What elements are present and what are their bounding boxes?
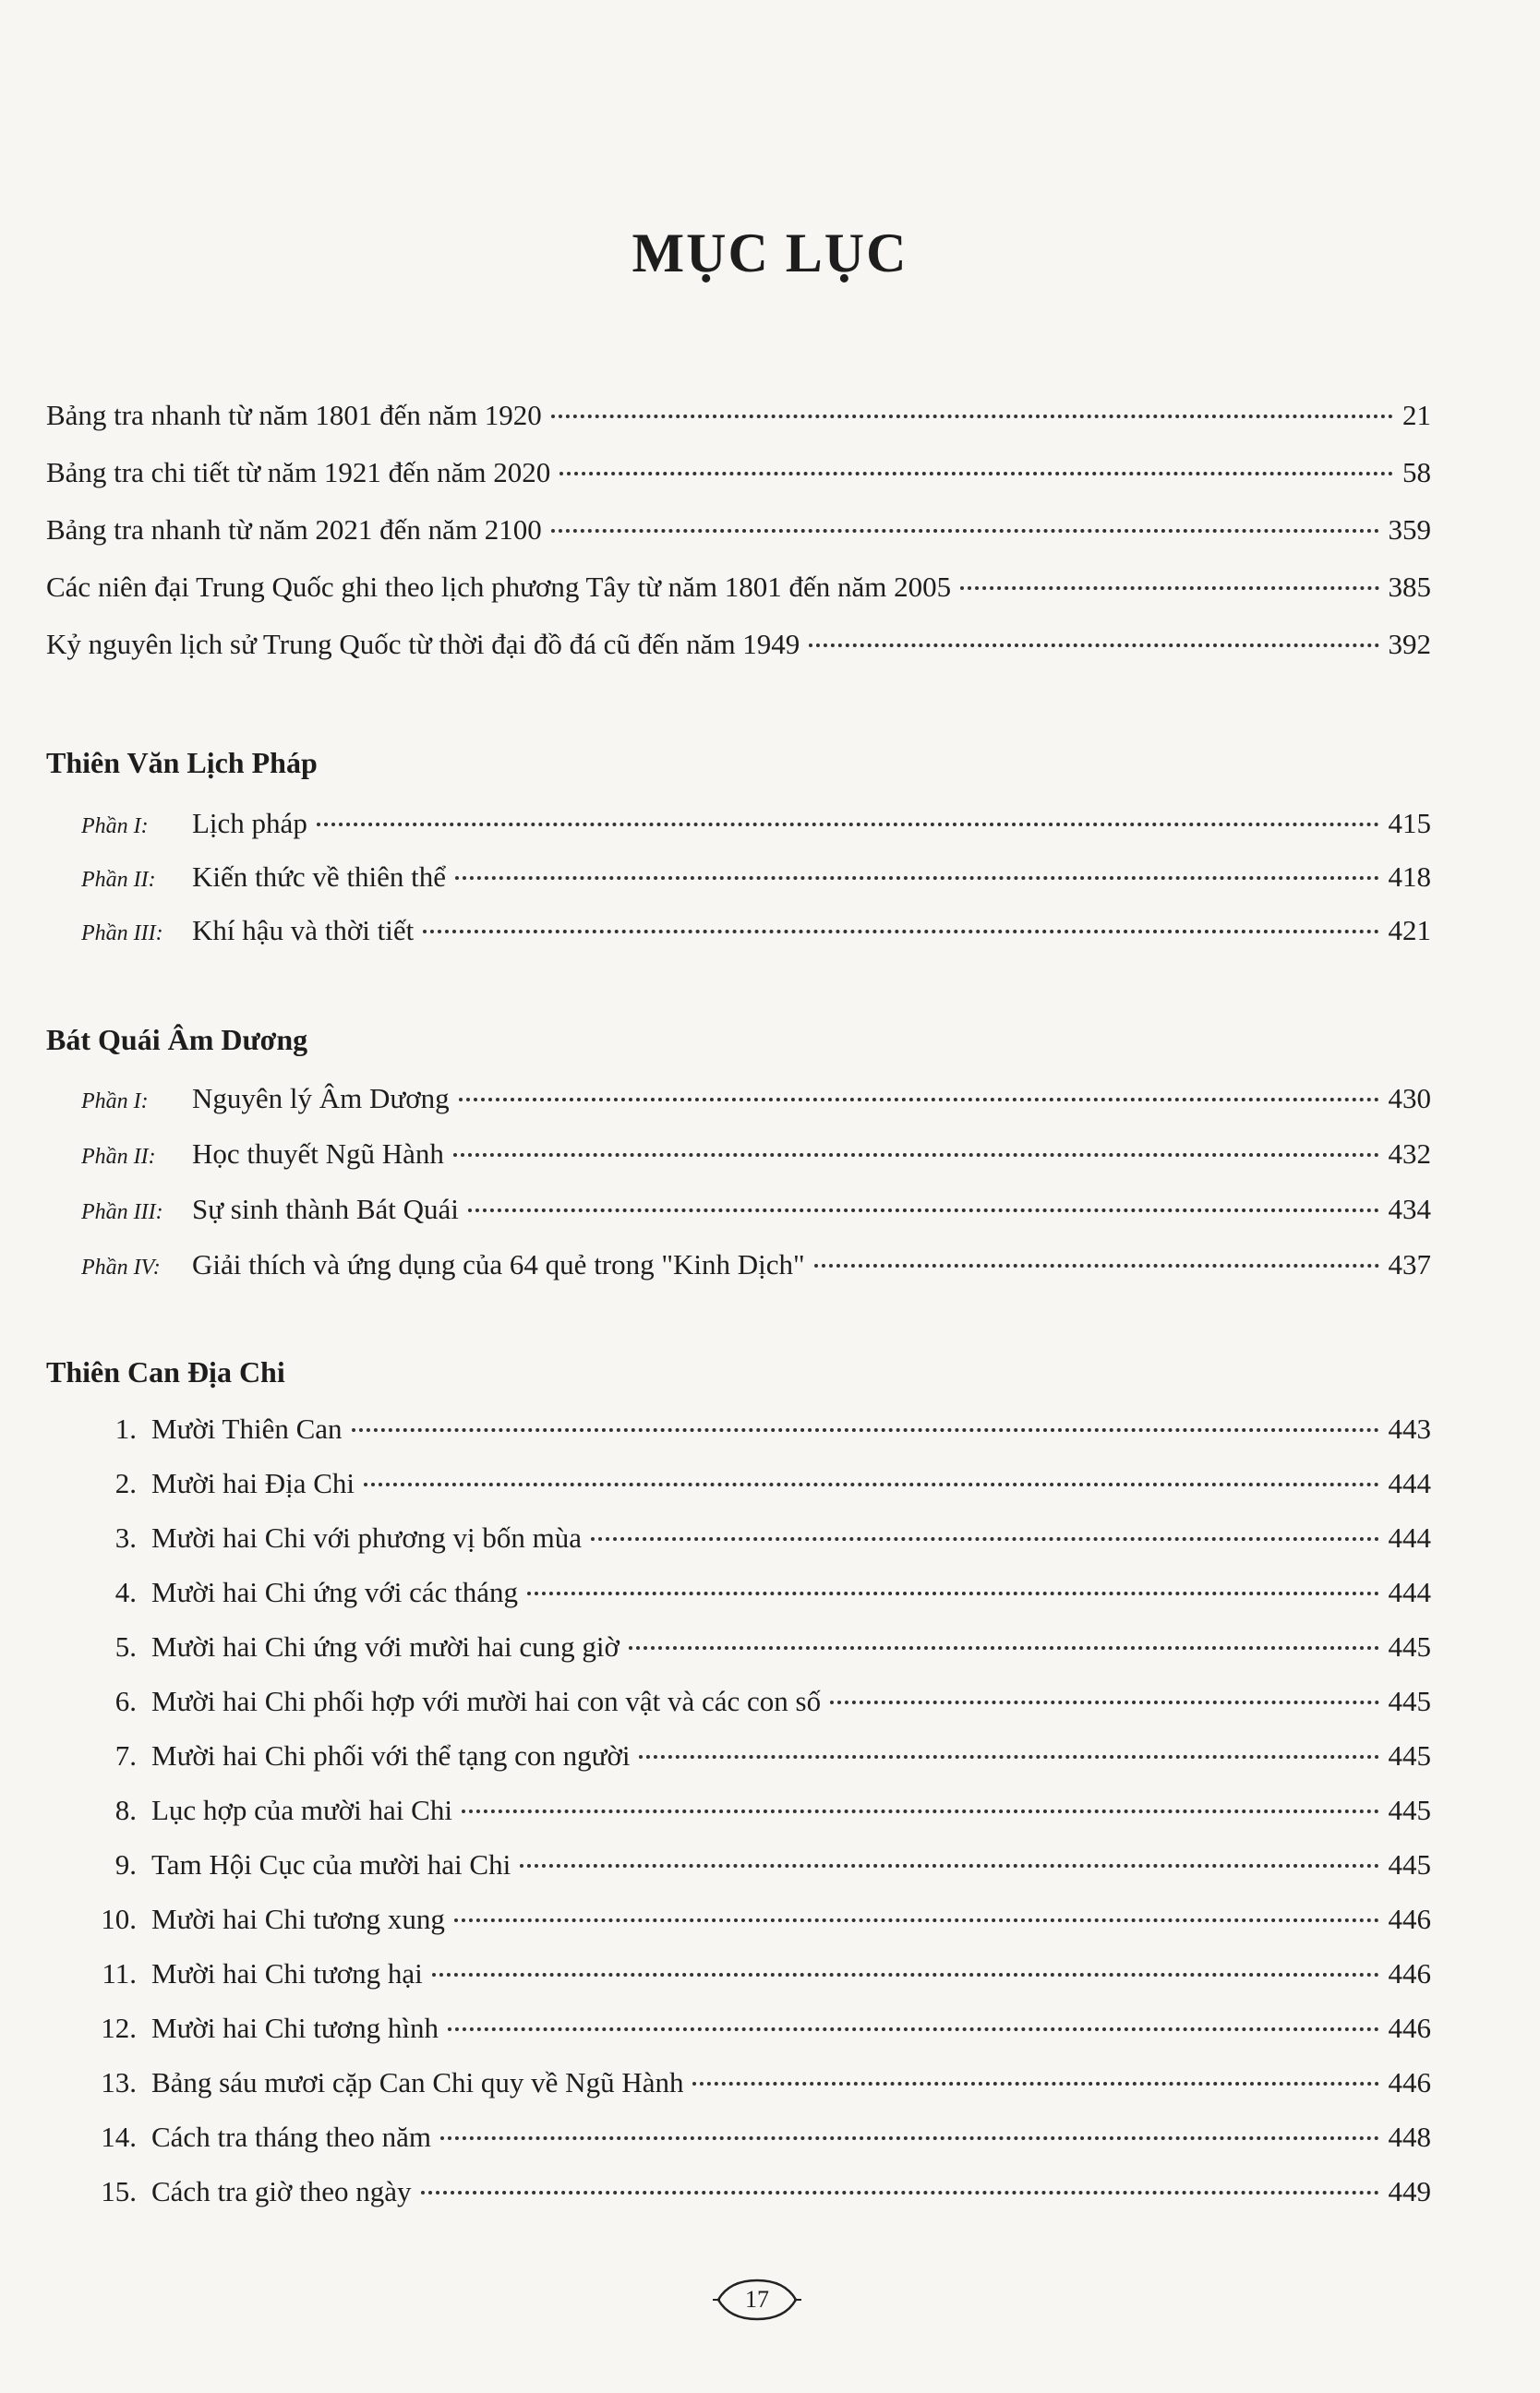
toc-entry (81, 1191, 1431, 1228)
entry-label: Khí hậu và thời tiết (192, 914, 415, 946)
toc-entry (81, 859, 1431, 896)
toc-entry (92, 1465, 1431, 1502)
entry-label: Mười hai Chi tương hại (151, 1957, 423, 1990)
toc-entry (46, 626, 1431, 663)
item-number: 14. (101, 2121, 137, 2153)
toc-entry (92, 1901, 1431, 1938)
dot-leader (468, 1209, 1379, 1212)
part-label: Phần III: (81, 1200, 163, 1224)
item-number: 5. (114, 1630, 137, 1663)
dot-leader (591, 1537, 1379, 1541)
entry-page: 446 (1388, 2012, 1431, 2044)
item-number: 7. (114, 1739, 137, 1772)
entry-page: 392 (1388, 628, 1431, 660)
part-label: Phần II: (81, 1145, 156, 1169)
page-number-ornament (711, 2277, 803, 2323)
part-label: Phần I: (81, 814, 149, 838)
entry-page: 430 (1388, 1082, 1431, 1114)
section-heading: Thiên Can Địa Chi (46, 1355, 285, 1389)
entry-label: Giải thích và ứng dụng của 64 quẻ trong "Kinh Dịch" (192, 1248, 805, 1281)
entry-label: Mười hai Chi ứng với mười hai cung giờ (151, 1630, 620, 1663)
toc-entry (92, 2064, 1431, 2101)
toc-entry (46, 511, 1431, 548)
dot-leader (462, 1810, 1379, 1813)
dot-leader (520, 1864, 1378, 1868)
toc-entry (92, 1792, 1431, 1829)
entry-label: Kỷ nguyên lịch sử Trung Quốc từ thời đại đồ đá cũ đến năm 1949 (46, 628, 800, 660)
section-heading: Bát Quái Âm Dương (46, 1023, 308, 1056)
entry-page: 421 (1388, 914, 1431, 946)
toc-entry (92, 2010, 1431, 2047)
part-label: Phần I: (81, 1089, 149, 1113)
entry-label: Lịch pháp (192, 807, 307, 839)
entry-page: 418 (1388, 860, 1431, 893)
toc-entry (81, 1080, 1431, 1117)
entry-page: 434 (1388, 1193, 1431, 1225)
entry-page: 445 (1388, 1685, 1431, 1717)
dot-leader (551, 529, 1379, 533)
entry-label: Cách tra giờ theo ngày (151, 2175, 412, 2207)
toc-entry (92, 2173, 1431, 2210)
part-label: Phần IV: (81, 1256, 161, 1280)
entry-page: 432 (1388, 1137, 1431, 1170)
toc-entry (46, 569, 1431, 606)
entry-page: 449 (1388, 2175, 1431, 2207)
entry-page: 446 (1388, 1903, 1431, 1935)
entry-label: Mười hai Chi tương hình (151, 2012, 439, 2044)
toc-entry (92, 1955, 1431, 1992)
dot-leader (692, 2082, 1378, 2086)
toc-entry (46, 454, 1431, 491)
dot-leader (960, 586, 1378, 590)
entry-label: Tam Hội Cục của mười hai Chi (151, 1848, 511, 1881)
entry-label: Kiến thức về thiên thể (192, 860, 447, 893)
entry-label: Mười hai Chi tương xung (151, 1903, 445, 1935)
toc-entry (92, 1411, 1431, 1448)
dot-leader (459, 1098, 1379, 1101)
page-title: MỤC LỤC (632, 222, 908, 283)
item-number: 15. (101, 2175, 137, 2207)
toc-entry (92, 1683, 1431, 1720)
dot-leader (809, 643, 1378, 647)
entry-page: 415 (1388, 807, 1431, 839)
entry-page: 445 (1388, 1739, 1431, 1772)
entry-label: Mười hai Chi với phương vị bốn mùa (151, 1521, 582, 1554)
entry-page: 444 (1388, 1576, 1431, 1608)
entry-label: Lục hợp của mười hai Chi (151, 1794, 452, 1826)
item-number: 2. (114, 1467, 137, 1499)
entry-label: Mười hai Địa Chi (151, 1467, 355, 1499)
entry-label: Mười hai Chi phối hợp với mười hai con vật và các con số (151, 1685, 822, 1717)
entry-page: 21 (1402, 399, 1431, 431)
dot-leader (639, 1755, 1378, 1759)
toc-entry (92, 2119, 1431, 2156)
toc-entry (81, 912, 1431, 949)
entry-page: 446 (1388, 1957, 1431, 1990)
entry-page: 443 (1388, 1413, 1431, 1445)
item-number: 3. (114, 1521, 137, 1554)
entry-page: 445 (1388, 1848, 1431, 1881)
dot-leader (830, 1701, 1378, 1704)
item-number: 12. (101, 2012, 137, 2044)
page-number: 17 (745, 2286, 769, 2313)
entry-page: 445 (1388, 1630, 1431, 1663)
item-number: 6. (114, 1685, 137, 1717)
toc-entry (46, 397, 1431, 434)
item-number: 11. (102, 1957, 137, 1990)
entry-label: Mười Thiên Can (151, 1413, 343, 1445)
entry-label: Bảng tra chi tiết từ năm 1921 đến năm 2020 (46, 456, 551, 488)
dot-leader (551, 415, 1393, 418)
dot-leader (440, 2136, 1378, 2140)
item-number: 9. (114, 1848, 137, 1881)
part-label: Phần II: (81, 868, 156, 892)
toc-entry (81, 1136, 1431, 1172)
dot-leader (421, 2191, 1379, 2195)
item-number: 8. (114, 1794, 137, 1826)
entry-page: 444 (1388, 1521, 1431, 1554)
dot-leader (453, 1153, 1379, 1157)
toc-entry (81, 1246, 1431, 1283)
toc-entry (81, 805, 1431, 842)
entry-page: 58 (1402, 456, 1431, 488)
dot-leader (364, 1483, 1378, 1486)
entry-label: Học thuyết Ngũ Hành (192, 1137, 444, 1170)
entry-label: Bảng tra nhanh từ năm 2021 đến năm 2100 (46, 513, 542, 546)
dot-leader (432, 1973, 1379, 1977)
entry-label: Nguyên lý Âm Dương (192, 1082, 450, 1114)
entry-label: Bảng tra nhanh từ năm 1801 đến năm 1920 (46, 399, 542, 431)
entry-label: Sự sinh thành Bát Quái (192, 1193, 459, 1225)
dot-leader (559, 472, 1393, 475)
toc-entry (92, 1520, 1431, 1557)
item-number: 1. (114, 1413, 137, 1445)
entry-page: 385 (1388, 571, 1431, 603)
entry-page: 444 (1388, 1467, 1431, 1499)
entry-label: Mười hai Chi phối với thể tạng con người (151, 1739, 631, 1772)
section-heading: Thiên Văn Lịch Pháp (46, 746, 318, 779)
entry-page: 437 (1388, 1248, 1431, 1281)
dot-leader (454, 1918, 1379, 1922)
entry-label: Mười hai Chi ứng với các tháng (151, 1576, 518, 1608)
entry-label: Các niên đại Trung Quốc ghi theo lịch phương Tây từ năm 1801 đến năm 2005 (46, 571, 952, 603)
entry-label: Cách tra tháng theo năm (151, 2121, 432, 2153)
toc-entry (92, 1629, 1431, 1665)
entry-page: 359 (1388, 513, 1431, 546)
dot-leader (448, 2027, 1379, 2031)
entry-page: 446 (1388, 2066, 1431, 2098)
toc-entry (92, 1574, 1431, 1611)
dot-leader (527, 1592, 1379, 1595)
dot-leader (629, 1646, 1379, 1650)
part-label: Phần III: (81, 921, 163, 945)
item-number: 13. (101, 2066, 137, 2098)
item-number: 4. (114, 1576, 137, 1608)
entry-page: 448 (1388, 2121, 1431, 2153)
item-number: 10. (101, 1903, 137, 1935)
dot-leader (317, 823, 1379, 826)
dot-leader (352, 1428, 1379, 1432)
toc-entry (92, 1738, 1431, 1774)
entry-page: 445 (1388, 1794, 1431, 1826)
dot-leader (455, 876, 1378, 880)
entry-label: Bảng sáu mươi cặp Can Chi quy về Ngũ Hành (151, 2066, 684, 2098)
dot-leader (814, 1264, 1379, 1268)
dot-leader (423, 930, 1378, 933)
toc-entry (92, 1846, 1431, 1883)
